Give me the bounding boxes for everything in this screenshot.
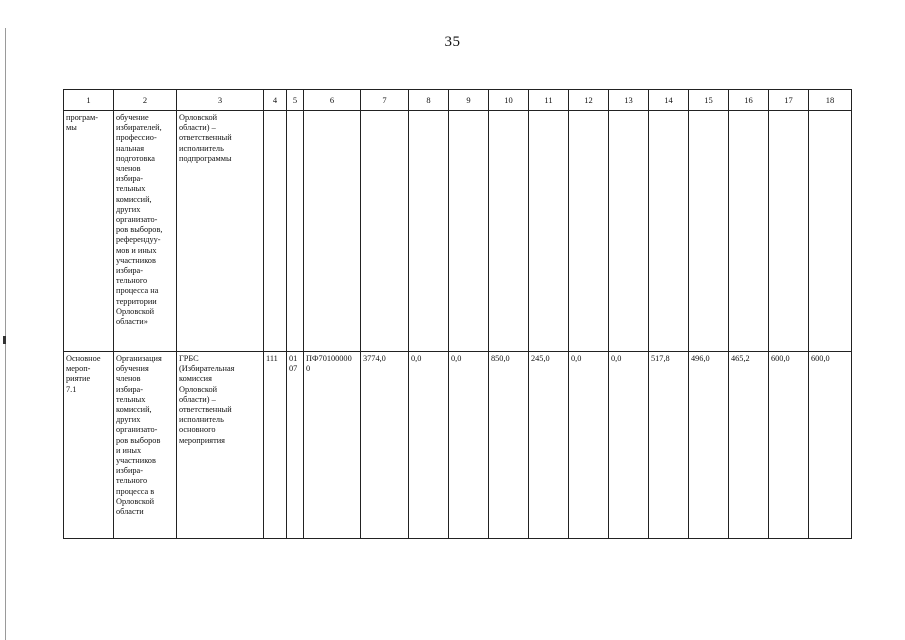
table-header-row — [64, 90, 852, 111]
table-cell — [689, 352, 729, 539]
cell-text — [691, 111, 726, 113]
budget-table — [63, 89, 852, 539]
column-header: 8 — [409, 90, 449, 111]
cell-text — [289, 111, 301, 113]
table-cell — [649, 352, 689, 539]
table-cell — [409, 111, 449, 352]
table-cell — [64, 111, 114, 352]
table-cell — [264, 352, 287, 539]
cell-text — [306, 111, 358, 113]
column-header: 16 — [729, 90, 769, 111]
binding-mark — [3, 336, 6, 344]
cell-text: 850,0 — [491, 354, 510, 363]
table-cell — [361, 111, 409, 352]
cell-text — [731, 111, 766, 113]
table-cell — [529, 111, 569, 352]
cell-text — [611, 111, 646, 113]
column-header: 6 — [304, 90, 361, 111]
column-header: 13 — [609, 90, 649, 111]
table-cell — [449, 352, 489, 539]
table-cell — [489, 111, 529, 352]
table-cell — [569, 111, 609, 352]
column-header: 15 — [689, 90, 729, 111]
table-cell — [729, 111, 769, 352]
cell-text: 0,0 — [451, 354, 462, 363]
table-cell — [287, 352, 304, 539]
column-header: 14 — [649, 90, 689, 111]
column-header: 10 — [489, 90, 529, 111]
cell-text: 496,0 — [691, 354, 710, 363]
page-number: 35 — [444, 34, 461, 50]
cell-text: 600,0 — [771, 354, 790, 363]
cell-text: програм- мы — [66, 113, 98, 133]
cell-text — [451, 111, 486, 113]
table-cell — [409, 352, 449, 539]
column-header: 9 — [449, 90, 489, 111]
column-header: 3 — [177, 90, 264, 111]
table-cell — [64, 352, 114, 539]
column-header: 7 — [361, 90, 409, 111]
cell-text — [363, 111, 406, 113]
column-header: 1 — [64, 90, 114, 111]
cell-text: Орловской области) – ответственный исполнитель подпрограммы — [179, 113, 232, 163]
cell-text — [531, 111, 566, 113]
column-header: 2 — [114, 90, 177, 111]
table-cell — [809, 111, 852, 352]
table-cell — [769, 111, 809, 352]
table-row — [64, 352, 852, 539]
cell-text: 517,8 — [651, 354, 670, 363]
cell-text: 3774,0 — [363, 354, 386, 363]
cell-text: 245,0 — [531, 354, 550, 363]
table-cell — [809, 352, 852, 539]
cell-text — [491, 111, 526, 113]
cell-text: 465,2 — [731, 354, 750, 363]
column-header: 4 — [264, 90, 287, 111]
table-cell — [177, 352, 264, 539]
table-cell — [529, 352, 569, 539]
column-header: 11 — [529, 90, 569, 111]
column-header: 12 — [569, 90, 609, 111]
table-cell — [489, 352, 529, 539]
table-cell — [649, 111, 689, 352]
cell-text: 0,0 — [611, 354, 622, 363]
table-cell — [361, 352, 409, 539]
cell-text: ПФ70100000 0 — [306, 354, 352, 374]
column-header: 5 — [287, 90, 304, 111]
cell-text: Основное мероп- риятие 7.1 — [66, 354, 101, 394]
table-cell — [304, 111, 361, 352]
column-header: 17 — [769, 90, 809, 111]
cell-text: 111 — [266, 354, 278, 363]
cell-text — [571, 111, 606, 113]
table-cell — [729, 352, 769, 539]
table-cell — [114, 352, 177, 539]
cell-text: обучение избирателей, профессио- нальная подготовка членов избира- тельных комиссий, других организато- ров выборов, референдуу- мов и иных участников избира- тельного процесса на территории Орловской области» — [116, 113, 163, 327]
table-cell — [287, 111, 304, 352]
table-cell — [689, 111, 729, 352]
cell-text — [771, 111, 806, 113]
table-cell — [114, 111, 177, 352]
table-cell — [769, 352, 809, 539]
column-header: 18 — [809, 90, 852, 111]
cell-text: Организация обучения членов избира- тельных комиссий, других организато- ров выборов и иных участников избира- тельного процесса в Орловской области — [116, 354, 162, 517]
cell-text — [266, 111, 284, 113]
cell-text — [651, 111, 686, 113]
table-cell — [609, 352, 649, 539]
table-cell — [304, 352, 361, 539]
page-left-edge-rule — [5, 28, 6, 640]
table-cell — [569, 352, 609, 539]
cell-text: 01 07 — [289, 354, 298, 374]
table-cell — [177, 111, 264, 352]
table-cell — [264, 111, 287, 352]
cell-text: 0,0 — [411, 354, 422, 363]
cell-text: 600,0 — [811, 354, 830, 363]
cell-text: ГРБС (Избирательная комиссия Орловской области) – ответственный исполнитель основного мероприятия — [179, 354, 235, 445]
table-cell — [609, 111, 649, 352]
table-cell — [449, 111, 489, 352]
cell-text — [811, 111, 849, 113]
table-row — [64, 111, 852, 352]
cell-text: 0,0 — [571, 354, 582, 363]
cell-text — [411, 111, 446, 113]
